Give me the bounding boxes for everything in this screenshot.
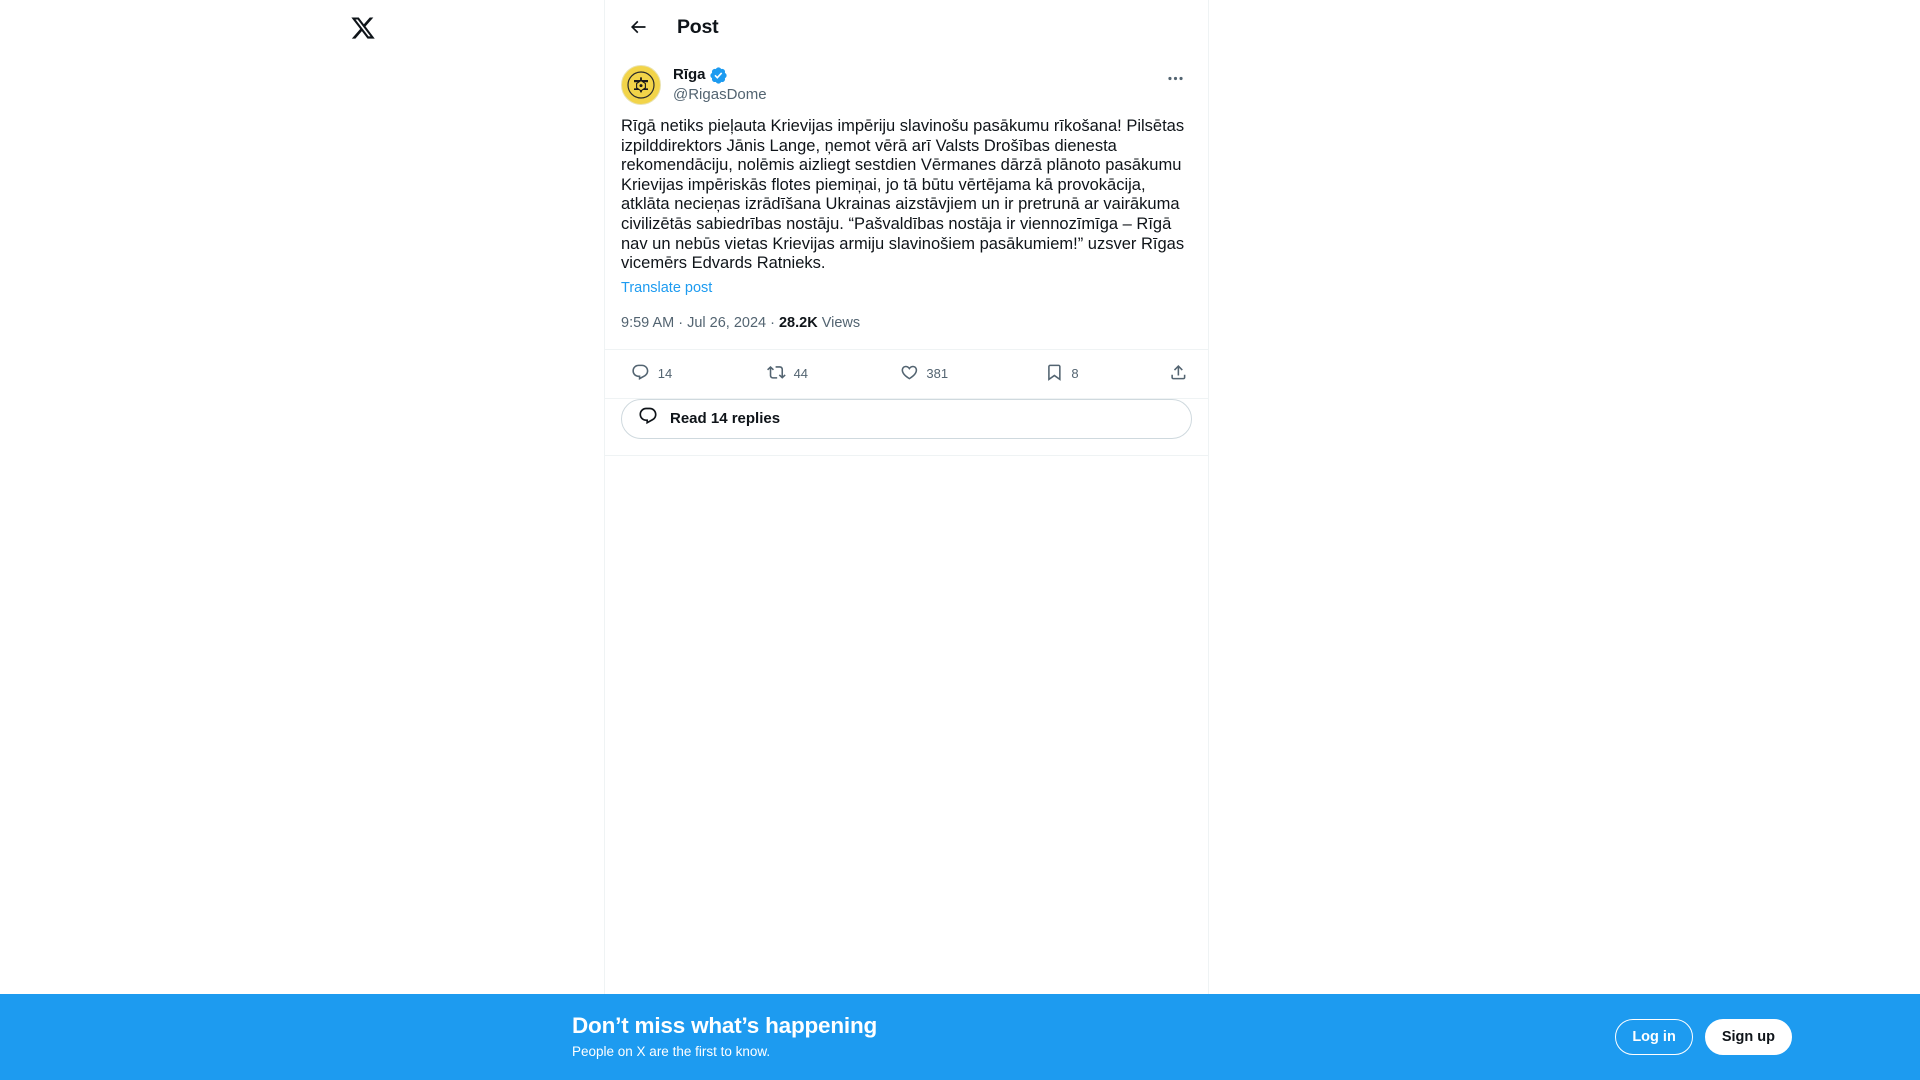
x-logo-icon[interactable] — [343, 8, 383, 48]
reply-button[interactable] — [627, 356, 676, 392]
bookmark-icon — [1045, 363, 1064, 385]
back-button[interactable] — [621, 10, 655, 44]
read-replies-label: Read 14 replies — [670, 410, 781, 428]
signup-text-block — [572, 1012, 877, 1060]
read-replies-button[interactable] — [621, 399, 1192, 439]
post-views-count: 28.2K — [778, 314, 818, 331]
author-handle[interactable]: @RigasDome — [673, 86, 767, 103]
bookmark-button[interactable] — [1041, 356, 1083, 392]
riga-coat-of-arms-icon — [627, 71, 655, 99]
timeline-empty-area — [605, 456, 1208, 956]
post-metadata — [621, 313, 1192, 349]
retweet-count: 44 — [793, 365, 809, 381]
post-article — [605, 53, 1208, 399]
post-header — [605, 0, 1208, 53]
share-icon — [1169, 363, 1188, 385]
left-rail — [0, 0, 607, 1080]
page-title: Post — [677, 15, 719, 38]
bookmark-count: 8 — [1071, 365, 1079, 381]
author-display-name[interactable]: Rīga — [673, 66, 706, 83]
retweet-button[interactable] — [763, 356, 812, 392]
signup-title: Don’t miss what’s happening — [572, 1013, 878, 1038]
post-views-label: Views — [817, 314, 861, 331]
speech-bubble-icon — [638, 406, 658, 431]
author-name-block — [673, 65, 1158, 105]
signup-actions — [1615, 1019, 1792, 1055]
main-column — [604, 0, 1209, 1080]
read-replies-wrap — [605, 399, 1208, 455]
verified-badge-icon — [709, 66, 728, 85]
author-name-row — [673, 65, 1158, 85]
like-button[interactable] — [896, 356, 952, 392]
post-author-row — [621, 65, 1192, 105]
retweet-icon — [767, 363, 786, 385]
avatar[interactable] — [621, 65, 661, 105]
more-horizontal-icon[interactable] — [1158, 61, 1192, 95]
signup-banner — [0, 994, 1920, 1080]
post-timestamp: 9:59 AM · Jul 26, 2024 · — [621, 314, 779, 331]
signup-button[interactable]: Sign up — [1705, 1019, 1792, 1055]
share-button[interactable] — [1165, 356, 1192, 392]
reply-icon — [631, 363, 650, 385]
login-button[interactable]: Log in — [1615, 1019, 1693, 1055]
post-text: Rīgā netiks pieļauta Krievijas impēriju slavinošu pasākumu rīkošana! Pilsētas izpilddirektors Jānis Lange, ņemot vērā arī Valsts Drošības dienesta rekomendāciju, nolēmis aizliegt sestdien Vērmanes dārzā plānoto pasākumu Krievijas impēriskās flotes piemiņai, jo tā būtu vērtējama kā provokācija, atklāta necieņas izrādīšana Ukrainas aizstāvjiem un ir pretrunā ar vairākuma civilizētās sabiedrības nostāju. “Pašvaldības nostāja ir viennozīmīga – Rīgā nav un nebūs vietas Krievijas armiju slavinošiem pasākumiem!” uzsver Rīgas vicemērs Edvards Ratnieks. — [621, 117, 1189, 273]
heart-icon — [900, 363, 919, 385]
post-action-bar — [617, 350, 1196, 398]
translate-post-link[interactable]: Translate post — [621, 279, 713, 296]
reply-count: 14 — [657, 365, 673, 381]
signup-subtitle: People on X are the first to know. — [572, 1044, 771, 1059]
like-count: 381 — [926, 365, 949, 381]
